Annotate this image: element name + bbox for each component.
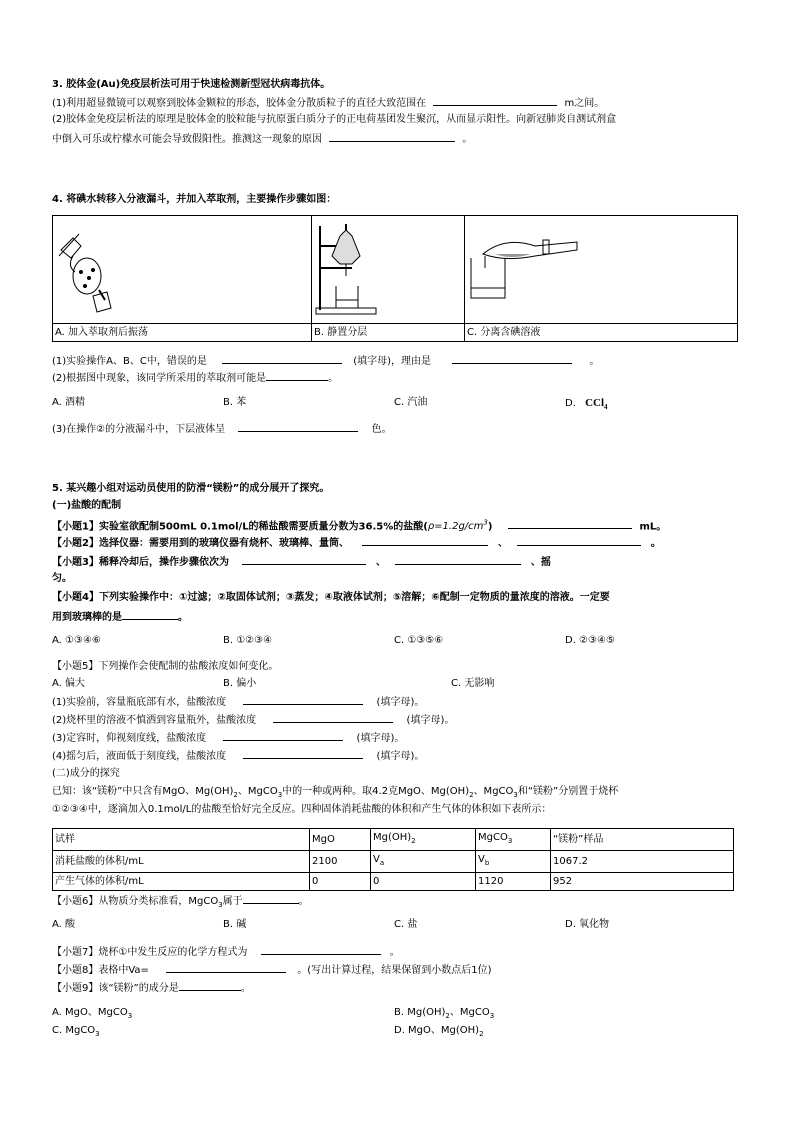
ccl4-formula-text: CCl xyxy=(585,397,605,409)
q5-stem: 5. 某兴趣小组对运动员使用的防滑“镁粉”的成分展开了探究。 xyxy=(52,483,330,494)
density-text: ρ=1.2g/cm xyxy=(427,521,484,533)
answer-blank[interactable] xyxy=(179,980,241,991)
option-text: 、MgCO xyxy=(449,1007,490,1018)
q5-sub5-item-3 xyxy=(52,730,404,746)
q3-part1 xyxy=(52,95,604,111)
known-text: 和“镁粉”分别置于烧杯 xyxy=(517,786,619,797)
answer-blank[interactable] xyxy=(223,730,343,741)
answer-blank[interactable] xyxy=(238,421,358,432)
q5-sub1-end: mL。 xyxy=(639,521,667,533)
q4-sub1-end: 。 xyxy=(589,356,600,367)
separatory-funnel-stand-illustration xyxy=(312,216,464,320)
q4-sub1-text: (1)实验操作A、B、C中，错误的是 xyxy=(52,356,207,367)
q5-sub9-end: 。 xyxy=(240,983,251,994)
item-text: (1)实验前，容量瓶底部有水，盐酸浓度 xyxy=(52,697,227,708)
answer-blank[interactable] xyxy=(243,694,363,705)
q5-sub6-text: 【小题6】从物质分类标准看，MgCO xyxy=(52,896,219,907)
q5-sub6-end: 。 xyxy=(298,896,309,907)
q4-option-d-label: D. xyxy=(565,398,576,409)
q3-part1-end: m之间。 xyxy=(564,98,605,109)
subscript: 3 xyxy=(489,1012,495,1020)
q5-sub4-option-a[interactable]: A. ①③④⑥ xyxy=(52,635,101,646)
density-value xyxy=(428,521,488,532)
q4-sub3-end: 色。 xyxy=(371,424,392,435)
row-label: 产生气体的体积/mL xyxy=(53,873,310,891)
q5-sub3-line2: 匀。 xyxy=(52,573,72,584)
caption-a: A. 加入萃取剂后振荡 xyxy=(53,324,312,342)
q5-part2: (二)成分的探究 xyxy=(52,768,120,779)
q4-sub3-text: (3)在操作②的分液漏斗中，下层液体呈 xyxy=(52,424,226,435)
q5-sub4-text: 用到玻璃棒的是 xyxy=(52,612,122,623)
shaking-funnel-illustration xyxy=(53,216,311,320)
answer-blank[interactable] xyxy=(166,962,286,973)
q5-sub9-option-b[interactable] xyxy=(394,1006,494,1023)
known-text: 已知：该“镁粉”中只含有MgO、Mg(OH) xyxy=(52,786,234,797)
q3-part1-text: (1)利用超显微镜可以观察到胶体金颗粒的形态，胶体金分散质粒子的直径大致范围在 xyxy=(52,98,427,109)
q5-sub5-option-c[interactable]: C. 无影响 xyxy=(451,678,495,689)
row-label: 消耗盐酸的体积/mL xyxy=(53,851,310,873)
q5-sub7 xyxy=(52,944,400,960)
q5-sub3-text: 【小题3】稀释冷却后，操作步骤依次为 xyxy=(52,557,229,568)
header-cell: 试样 xyxy=(53,829,310,851)
answer-blank[interactable] xyxy=(362,535,488,546)
q5-sub4-option-c[interactable]: C. ①③⑤⑥ xyxy=(394,635,444,646)
option-text: A. MgO、MgCO xyxy=(52,1007,128,1018)
table-cell xyxy=(371,851,476,873)
item-text: (3)定容时，仰视刻度线，盐酸浓度 xyxy=(52,733,207,744)
q5-sub3-sep: 、 xyxy=(375,557,386,568)
caption-b: B. 静置分层 xyxy=(312,324,465,342)
answer-blank[interactable] xyxy=(508,518,632,529)
subscript: 3 xyxy=(507,837,513,845)
option-text: B. Mg(OH) xyxy=(394,1007,446,1018)
pouring-solution-illustration xyxy=(465,216,737,320)
figure-a-cell xyxy=(53,216,312,324)
table-cell xyxy=(476,851,551,873)
answer-blank[interactable] xyxy=(273,712,393,723)
q5-sub9-option-c[interactable] xyxy=(52,1024,100,1041)
q4-sub1-mid: (填字母)，理由是 xyxy=(353,356,432,367)
table-cell: 0 xyxy=(310,873,371,891)
density-exponent: 3 xyxy=(483,519,488,527)
option-text: C. MgCO xyxy=(52,1025,96,1036)
q5-sub4-line2 xyxy=(52,609,188,625)
q5-sub3 xyxy=(52,554,551,570)
q3-part2-end: 。 xyxy=(462,134,473,145)
answer-blank[interactable] xyxy=(395,554,521,565)
q5-sub5-option-a[interactable]: A. 偏大 xyxy=(52,678,86,689)
table-cell: 1120 xyxy=(476,873,551,891)
answer-blank[interactable] xyxy=(452,353,572,364)
q5-sub2-end: 。 xyxy=(650,538,661,549)
subscript: 3 xyxy=(513,791,518,799)
q5-sub7-text: 【小题7】烧杯①中发生反应的化学方程式为 xyxy=(52,947,248,958)
subscript: 2 xyxy=(233,791,238,799)
q3-part2-b xyxy=(52,131,472,147)
answer-blank[interactable] xyxy=(433,95,557,106)
q5-sub6-option-d[interactable]: D. 氧化物 xyxy=(565,919,610,930)
q5-sub6 xyxy=(52,893,309,912)
table-cell: 2100 xyxy=(310,851,371,873)
q5-sub6-option-b[interactable]: B. 碱 xyxy=(223,919,247,930)
item-tail: (填字母)。 xyxy=(406,715,455,726)
q5-sub2-text: 【小题2】选择仪器：需要用到的玻璃仪器有烧杯、玻璃棒、量筒、 xyxy=(52,538,349,549)
q5-sub4: 【小题4】下列实验操作中：①过滤；②取固体试剂；③蒸发；④取液体试剂；⑤溶解；⑥配制一定物质的量浓度的溶液。一定要 xyxy=(52,592,610,603)
q5-sub5-item-2 xyxy=(52,712,454,728)
figure-b-cell xyxy=(312,216,465,324)
q5-sub4-option-d[interactable]: D. ②③④⑤ xyxy=(565,635,615,646)
q5-sub5-item-1 xyxy=(52,694,424,710)
q4-option-a[interactable]: A. 酒精 xyxy=(52,397,86,408)
subscript: b xyxy=(484,859,490,867)
q5-sub6-option-c[interactable]: C. 盐 xyxy=(394,919,418,930)
q5-sub4-end: 。 xyxy=(178,612,188,623)
q3-stem: 3. 胶体金(Au)免疫层析法可用于快速检测新型冠状病毒抗体。 xyxy=(52,79,331,90)
table-row xyxy=(53,873,734,891)
table-cell: 1067.2 xyxy=(551,851,734,873)
q5-sub9-text: 【小题9】该“镁粉”的成分是 xyxy=(52,983,179,994)
table-row xyxy=(53,851,734,873)
q5-known-a xyxy=(52,785,618,802)
ccl4-formula xyxy=(585,397,608,412)
answer-blank[interactable] xyxy=(222,353,342,364)
known-text: 、MgCO xyxy=(237,786,278,797)
q5-sub1-text: 【小题1】实验室欲配制500mL 0.1mol/L的稀盐酸需要质量分数为36.5%的盐酸( xyxy=(52,521,428,533)
item-text: (2)烧杯里的溶液不慎洒到容量瓶外，盐酸浓度 xyxy=(52,715,257,726)
q5-sub2 xyxy=(52,535,661,551)
results-table xyxy=(52,828,734,891)
q5-sub2-sep: 、 xyxy=(497,538,508,549)
subscript: 2 xyxy=(445,1012,450,1020)
item-tail: (填字母)。 xyxy=(356,733,405,744)
item-tail: (填字母)。 xyxy=(376,697,425,708)
q5-sub4-option-b[interactable]: B. ①②③④ xyxy=(223,635,273,646)
q5-sub7-end: 。 xyxy=(389,947,400,958)
q5-sub1-close: ) xyxy=(487,521,493,533)
q4-sub2-end: 。 xyxy=(328,373,339,384)
q5-sub1 xyxy=(52,516,666,534)
subscript: 3 xyxy=(95,1030,100,1038)
caption-c: C. 分离含碘溶液 xyxy=(465,324,738,342)
header-text: Mg(OH) xyxy=(373,832,412,843)
q5-sub8-end: 。(写出计算过程，结果保留到小数点后1位) xyxy=(297,965,492,976)
q5-part1: (一)盐酸的配制 xyxy=(52,500,122,511)
q4-option-b[interactable]: B. 苯 xyxy=(223,397,247,408)
ccl4-subscript: 4 xyxy=(604,403,608,412)
q5-sub5-option-b[interactable]: B. 偏小 xyxy=(223,678,257,689)
q5-sub6-mid: 属于 xyxy=(222,896,243,907)
q5-sub8 xyxy=(52,962,491,978)
subscript: a xyxy=(379,859,385,867)
answer-blank[interactable] xyxy=(243,893,299,904)
q3-part2-b-text: 中倒入可乐或柠檬水可能会导致假阳性。推测这一现象的原因 xyxy=(52,134,322,145)
answer-blank[interactable] xyxy=(261,944,381,955)
q3-part2-a: (2)胶体金免疫层析法的原理是胶体金的胶粒能与抗原蛋白质分子的正电荷基团发生聚沉，从而显示阳性。向新冠肺炎自测试剂盒 xyxy=(52,114,617,125)
header-cell xyxy=(476,829,551,851)
answer-blank[interactable] xyxy=(122,609,178,620)
apparatus-figure-table xyxy=(52,215,738,342)
subscript: 2 xyxy=(469,791,474,799)
header-cell xyxy=(371,829,476,851)
q4-option-c[interactable]: C. 汽油 xyxy=(394,397,428,408)
answer-blank[interactable] xyxy=(266,370,328,381)
q4-sub2 xyxy=(52,370,338,386)
known-text: 、MgCO xyxy=(473,786,514,797)
q4-option-d[interactable] xyxy=(565,396,608,414)
header-cell: MgO xyxy=(310,829,371,851)
q5-sub5: 【小题5】下列操作会使配制的盐酸浓度如何变化。 xyxy=(52,661,279,672)
answer-blank[interactable] xyxy=(242,554,366,565)
q5-sub9-option-a[interactable] xyxy=(52,1006,132,1023)
subscript: 3 xyxy=(127,1012,133,1020)
q5-sub9 xyxy=(52,980,251,996)
subscript: 2 xyxy=(411,837,416,845)
q5-sub8-text: 【小题8】表格中Va= xyxy=(52,965,149,976)
q4-sub2-text: (2)根据图中现象，该同学所采用的萃取剂可能是 xyxy=(52,373,267,384)
q4-stem: 4. 将碘水转移入分液漏斗，并加入萃取剂，主要操作步骤如图： xyxy=(52,194,337,205)
header-text: MgCO xyxy=(478,832,508,843)
table-cell: 0 xyxy=(371,873,476,891)
subscript: 2 xyxy=(479,1030,484,1038)
subscript: 3 xyxy=(218,901,223,909)
q5-known-b: ①②③④中，逐滴加入0.1mol/L的盐酸至恰好完全反应。四种固体消耗盐酸的体积和产生气体的体积如下表所示： xyxy=(52,804,552,815)
q4-sub1 xyxy=(52,353,599,369)
q5-sub5-item-4 xyxy=(52,748,424,764)
q5-sub9-option-d[interactable] xyxy=(394,1024,484,1041)
q4-sub3 xyxy=(52,421,392,437)
item-text: (4)摇匀后，液面低于刻度线，盐酸浓度 xyxy=(52,751,227,762)
option-text: D. MgO、Mg(OH) xyxy=(394,1025,480,1036)
header-cell: “镁粉”样品 xyxy=(551,829,734,851)
item-tail: (填字母)。 xyxy=(376,751,425,762)
answer-blank[interactable] xyxy=(243,748,363,759)
table-cell: 952 xyxy=(551,873,734,891)
subscript: 3 xyxy=(277,791,283,799)
q5-sub6-option-a[interactable]: A. 酸 xyxy=(52,919,76,930)
table-row xyxy=(53,829,734,851)
q5-sub3-end: 、摇 xyxy=(530,557,551,568)
cell-text: V xyxy=(478,854,485,865)
known-text: 中的一种或两种。取4.2克MgO、Mg(OH) xyxy=(282,786,470,797)
figure-c-cell xyxy=(465,216,738,324)
answer-blank[interactable] xyxy=(517,535,641,546)
cell-text: V xyxy=(373,854,380,865)
answer-blank[interactable] xyxy=(329,131,455,142)
